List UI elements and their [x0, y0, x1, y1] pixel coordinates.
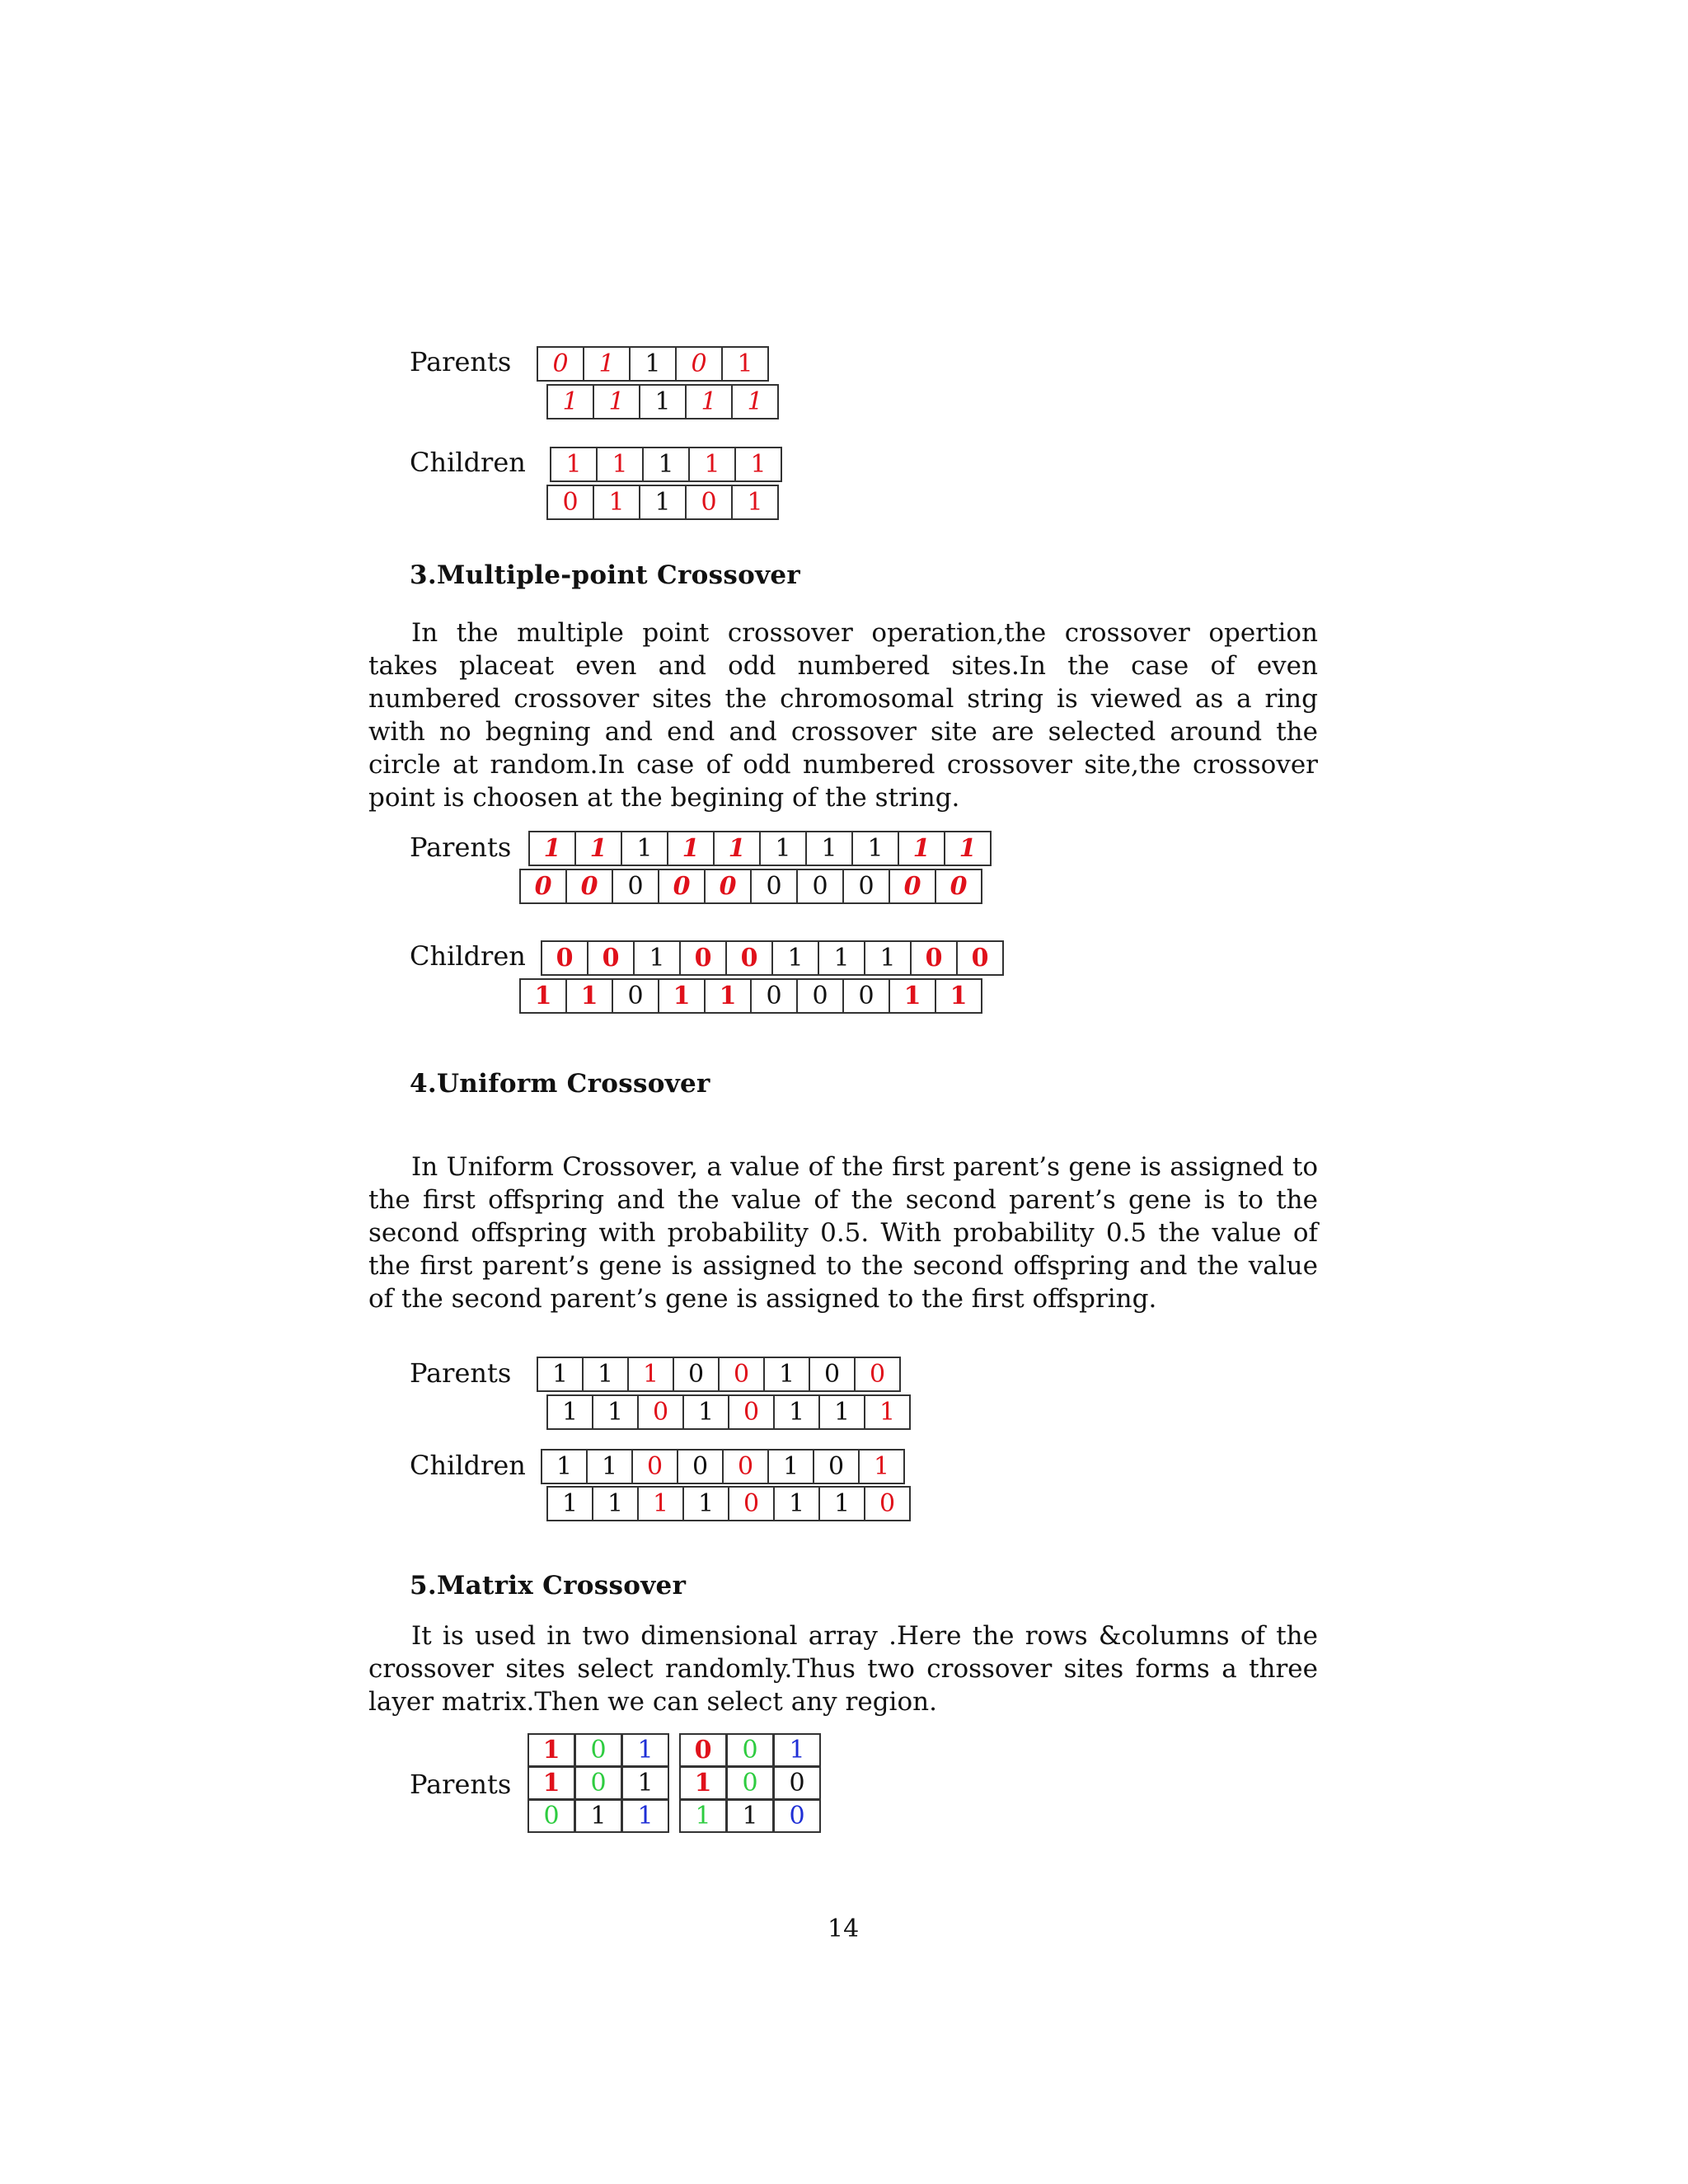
child-string-2b — [519, 978, 982, 1014]
child-string-1b — [546, 485, 779, 520]
gene-cell: 1 — [593, 485, 640, 520]
gene-cell: 0 — [631, 1449, 678, 1484]
gene-cell: 1 — [898, 831, 945, 866]
gene-cell: 1 — [944, 831, 992, 866]
uniform-paragraph — [368, 1151, 1318, 1315]
gene-cell: 1 — [731, 485, 779, 520]
matrix-cell: 1 — [528, 1733, 575, 1767]
gene-cell: 1 — [864, 1394, 911, 1430]
matrix-cell: 0 — [679, 1733, 727, 1767]
gene-cell: 0 — [910, 940, 958, 976]
parent-matrix-2 — [680, 1734, 821, 1833]
matrix-cell: 0 — [773, 1799, 821, 1833]
gene-cell: 0 — [809, 1357, 856, 1392]
gene-cell: 0 — [612, 869, 659, 904]
gene-cell: 1 — [546, 1394, 593, 1430]
gene-cell: 0 — [722, 1449, 769, 1484]
page-number: 14 — [828, 1915, 860, 1943]
gene-cell: 1 — [682, 1486, 729, 1521]
gene-cell: 1 — [805, 831, 853, 866]
gene-cell: 1 — [642, 447, 690, 482]
gene-cell: 0 — [704, 869, 752, 904]
gene-cell: 0 — [675, 346, 723, 382]
matrix-paragraph-text: It is used in two dimensional array .Here the rows &columns of the crossover sites select randomly.Thus two crossover sites forms a three layer matrix.Then we can select any region. — [368, 1621, 1318, 1717]
matrix-cell: 1 — [773, 1733, 821, 1767]
gene-cell: 0 — [677, 1449, 724, 1484]
matrix-cell: 0 — [574, 1733, 622, 1767]
parent-string-1a — [537, 346, 769, 382]
gene-cell: 1 — [818, 1486, 865, 1521]
parents-label-2: Parents — [410, 832, 512, 863]
gene-cell: 0 — [864, 1486, 911, 1521]
gene-cell: 0 — [854, 1357, 901, 1392]
parent-string-3b — [546, 1394, 911, 1430]
multiple-point-paragraph — [368, 616, 1318, 814]
matrix-cell: 1 — [679, 1799, 727, 1833]
gene-cell: 1 — [583, 346, 631, 382]
gene-cell: 1 — [550, 447, 598, 482]
gene-cell: 1 — [574, 831, 622, 866]
gene-cell: 1 — [682, 1394, 729, 1430]
gene-cell: 1 — [627, 1357, 674, 1392]
matrix-cell: 0 — [528, 1799, 575, 1833]
gene-cell: 1 — [639, 485, 687, 520]
gene-cell: 1 — [528, 831, 576, 866]
gene-cell: 1 — [546, 384, 594, 419]
gene-cell: 1 — [565, 978, 613, 1014]
gene-cell: 1 — [688, 447, 736, 482]
gene-cell: 1 — [851, 831, 899, 866]
gene-cell: 1 — [864, 940, 912, 976]
matrix-cell: 0 — [773, 1766, 821, 1800]
gene-cell: 1 — [629, 346, 677, 382]
matrix-cell: 1 — [621, 1799, 669, 1833]
gene-cell: 1 — [734, 447, 782, 482]
gene-cell: 0 — [541, 940, 588, 976]
gene-cell: 1 — [592, 1486, 639, 1521]
gene-cell: 1 — [818, 940, 865, 976]
matrix-cell: 1 — [574, 1799, 622, 1833]
gene-cell: 1 — [767, 1449, 814, 1484]
child-string-3a — [541, 1449, 905, 1484]
gene-cell: 0 — [685, 485, 733, 520]
gene-cell: 0 — [565, 869, 613, 904]
gene-cell: 1 — [667, 831, 715, 866]
parent-matrix-1 — [528, 1734, 669, 1833]
gene-cell: 0 — [813, 1449, 860, 1484]
gene-cell: 1 — [704, 978, 752, 1014]
gene-cell: 1 — [935, 978, 982, 1014]
parent-string-2a — [528, 831, 992, 866]
gene-cell: 1 — [592, 1394, 639, 1430]
gene-cell: 0 — [612, 978, 659, 1014]
children-label-3: Children — [410, 1450, 526, 1481]
gene-cell: 0 — [587, 940, 635, 976]
matrix-cell: 0 — [574, 1766, 622, 1800]
gene-cell: 0 — [956, 940, 1004, 976]
gene-cell: 0 — [750, 869, 798, 904]
gene-cell: 0 — [750, 978, 798, 1014]
gene-cell: 1 — [546, 1486, 593, 1521]
gene-cell: 1 — [759, 831, 807, 866]
parents-label-3: Parents — [410, 1357, 512, 1389]
gene-cell: 0 — [935, 869, 982, 904]
gene-cell: 1 — [889, 978, 936, 1014]
gene-cell: 1 — [639, 384, 687, 419]
gene-cell: 1 — [721, 346, 769, 382]
gene-cell: 1 — [633, 940, 681, 976]
gene-cell: 1 — [586, 1449, 633, 1484]
uniform-paragraph-text: In Uniform Crossover, a value of the first parent’s gene is assigned to the first offspring and the value of the second parent’s gene is to the second offspring with probability 0.5. With probability 0.5 the value of the first parent’s gene is assigned to the second offspring and the value of the second parent’s gene is assigned to the first offspring. — [368, 1152, 1318, 1314]
gene-cell: 1 — [731, 384, 779, 419]
matrix-cell: 1 — [621, 1733, 669, 1767]
matrix-cell: 0 — [726, 1766, 774, 1800]
child-string-1a — [550, 447, 782, 482]
gene-cell: 1 — [763, 1357, 810, 1392]
parent-string-1b — [546, 384, 779, 419]
matrix-cell: 1 — [726, 1799, 774, 1833]
gene-cell: 0 — [728, 1394, 775, 1430]
gene-cell: 1 — [818, 1394, 865, 1430]
parents-label-1: Parents — [410, 346, 512, 377]
gene-cell: 1 — [519, 978, 567, 1014]
gene-cell: 0 — [796, 978, 844, 1014]
gene-cell: 1 — [541, 1449, 588, 1484]
child-string-3b — [546, 1486, 911, 1521]
gene-cell: 0 — [842, 869, 890, 904]
gene-cell: 0 — [725, 940, 773, 976]
section-heading-uniform: 4.Uniform Crossover — [410, 1069, 710, 1099]
gene-cell: 0 — [546, 485, 594, 520]
gene-cell: 1 — [685, 384, 733, 419]
parents-label-4: Parents — [410, 1769, 512, 1800]
matrix-cell: 1 — [621, 1766, 669, 1800]
gene-cell: 0 — [796, 869, 844, 904]
section-heading-matrix: 5.Matrix Crossover — [410, 1571, 687, 1601]
gene-cell: 0 — [718, 1357, 765, 1392]
gene-cell: 1 — [773, 1486, 820, 1521]
gene-cell: 1 — [621, 831, 668, 866]
parent-string-3a — [537, 1357, 901, 1392]
gene-cell: 1 — [858, 1449, 905, 1484]
matrix-cell: 0 — [726, 1733, 774, 1767]
gene-cell: 1 — [771, 940, 819, 976]
gene-cell: 1 — [773, 1394, 820, 1430]
gene-cell: 1 — [537, 1357, 584, 1392]
gene-cell: 1 — [593, 384, 640, 419]
gene-cell: 1 — [596, 447, 644, 482]
child-string-2a — [541, 940, 1004, 976]
matrix-paragraph — [368, 1619, 1318, 1718]
section-heading-multiple-point: 3.Multiple-point Crossover — [410, 560, 801, 590]
gene-cell: 1 — [637, 1486, 684, 1521]
multiple-point-paragraph-text: In the multiple point crossover operation,the crossover opertion takes placeat even and odd numbered sites.In the case of even numbered crossover sites the chromosomal string is viewed as a ring with no begning and end and crossover site are selected around the circle at random.In case of odd numbered crossover site,the crossover point is choosen at the begining of the string. — [368, 618, 1318, 813]
gene-cell: 0 — [842, 978, 890, 1014]
gene-cell: 0 — [679, 940, 727, 976]
gene-cell: 0 — [519, 869, 567, 904]
children-label-1: Children — [410, 447, 526, 478]
parent-string-2b — [519, 869, 982, 904]
children-label-2: Children — [410, 940, 526, 972]
gene-cell: 1 — [713, 831, 761, 866]
gene-cell: 1 — [658, 978, 706, 1014]
gene-cell: 0 — [889, 869, 936, 904]
gene-cell: 0 — [728, 1486, 775, 1521]
matrix-cell: 1 — [528, 1766, 575, 1800]
matrix-cell: 1 — [679, 1766, 727, 1800]
gene-cell: 0 — [537, 346, 584, 382]
gene-cell: 1 — [582, 1357, 629, 1392]
gene-cell: 0 — [658, 869, 706, 904]
gene-cell: 0 — [637, 1394, 684, 1430]
gene-cell: 0 — [673, 1357, 720, 1392]
